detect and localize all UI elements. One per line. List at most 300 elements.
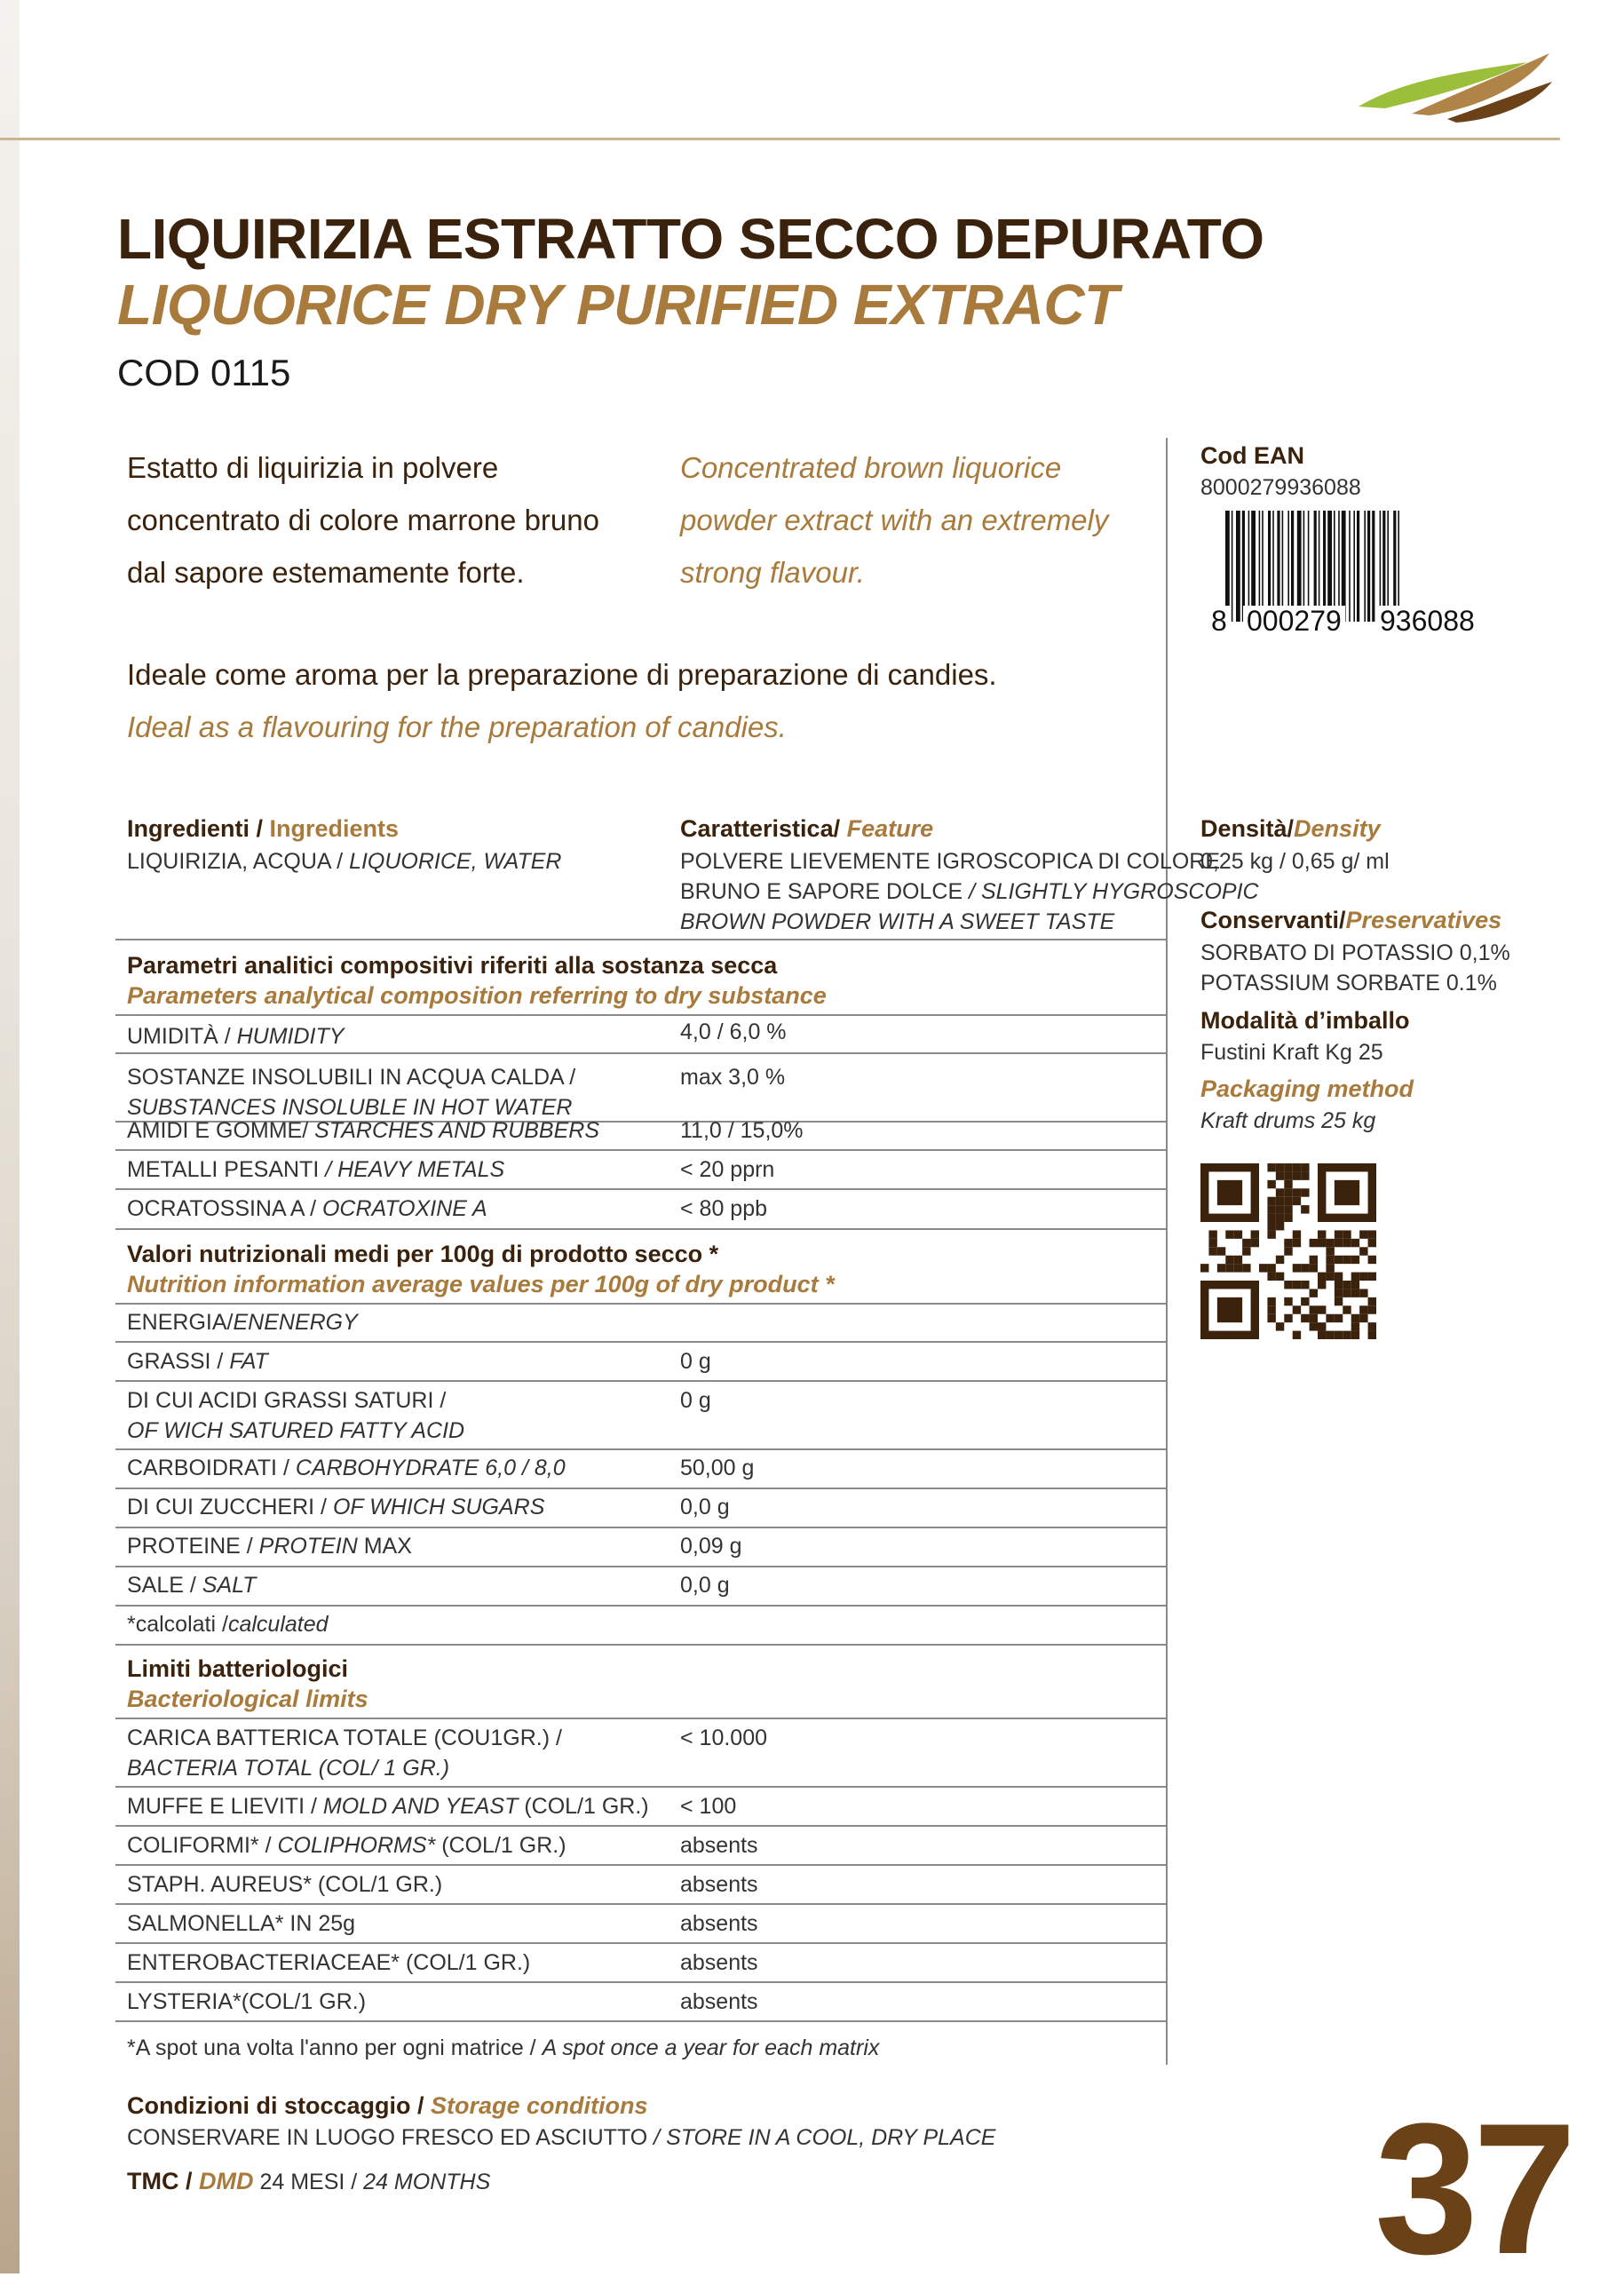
qr-module — [1208, 1239, 1216, 1247]
storage-label-en: Storage conditions — [431, 2092, 648, 2119]
qr-module — [1310, 1264, 1318, 1272]
qr-module — [1326, 1247, 1334, 1255]
bacteria-footnote — [127, 2033, 879, 2063]
description-it-line: concentrato di colore marrone bruno — [127, 504, 599, 536]
row-label-en: ENENERGY — [233, 1310, 358, 1335]
table-row-value: < 10.000 — [680, 1726, 768, 1750]
qr-module — [1284, 1205, 1292, 1213]
qr-module — [1359, 1247, 1367, 1255]
qr-module — [1301, 1163, 1309, 1171]
preservatives-label-it: Conservanti/ — [1200, 907, 1346, 933]
qr-module — [1276, 1171, 1284, 1179]
analytical-heading-it: Parametri analitici compositivi riferiti alla sostanza secca — [127, 952, 778, 979]
table-row-label — [127, 1154, 504, 1185]
qr-module — [1234, 1264, 1242, 1272]
qr-module — [1267, 1205, 1275, 1213]
table-row-value: 50,00 g — [680, 1456, 755, 1480]
table-row-value: 0 g — [680, 1349, 711, 1374]
qr-module — [1276, 1163, 1284, 1171]
usage-it: Ideale come aroma per la preparazione di preparazione di candies. — [127, 658, 997, 691]
ean-label: Cod EAN — [1200, 442, 1304, 469]
row-label-it: SOSTANZE INSOLUBILI IN ACQUA CALDA / — [127, 1065, 576, 1090]
qr-module — [1293, 1188, 1301, 1196]
row-label-en: / HEAVY METALS — [325, 1157, 505, 1182]
table-row-value: max 3,0 % — [680, 1065, 786, 1090]
qr-module — [1293, 1281, 1301, 1289]
table-row-value: absents — [680, 1833, 758, 1858]
table-row-value: < 100 — [680, 1794, 737, 1819]
row-label-suffix: (COL/1 GR.) — [518, 1794, 649, 1819]
qr-module — [1242, 1239, 1250, 1247]
qr-finder — [1200, 1163, 1259, 1171]
qr-finder — [1217, 1180, 1242, 1205]
qr-module — [1359, 1289, 1367, 1297]
qr-module — [1335, 1239, 1343, 1247]
qr-module — [1301, 1188, 1309, 1196]
qr-module — [1326, 1264, 1334, 1272]
qr-module — [1234, 1256, 1242, 1264]
table-row-rule — [115, 1052, 1166, 1054]
table-row-value: absents — [680, 1872, 758, 1897]
qr-module — [1368, 1297, 1376, 1305]
density-label-en: Density — [1294, 815, 1381, 842]
table-row-rule — [115, 1149, 1166, 1151]
feature-line: BROWN POWDER WITH A SWEET TASTE — [680, 909, 1115, 934]
column-divider — [1166, 438, 1168, 2065]
qr-module — [1284, 1197, 1292, 1205]
row-label-it: AMIDI E GOMME/ — [127, 1118, 315, 1143]
preservatives-value-it — [1200, 918, 1510, 998]
row-label-en: SUBSTANCES INSOLUBLE IN HOT WATER — [127, 1095, 573, 1120]
table-row-label — [127, 1021, 344, 1051]
qr-module — [1267, 1163, 1275, 1171]
ingredients-value-en: LIQUORICE, WATER — [349, 849, 562, 874]
qr-finder — [1217, 1297, 1242, 1322]
qr-finder — [1335, 1180, 1359, 1205]
qr-module — [1335, 1297, 1343, 1305]
qr-finder — [1200, 1163, 1208, 1222]
table-row-label — [127, 1062, 575, 1123]
packaging-heading-en: Packaging method — [1200, 1075, 1414, 1102]
qr-module — [1368, 1239, 1376, 1247]
description-it-line: dal sapore estemamente forte. — [127, 556, 525, 589]
table-row-rule — [115, 1605, 1166, 1607]
density-value: 0,25 kg / 0,65 g/ ml — [1200, 849, 1390, 874]
qr-module — [1242, 1264, 1250, 1272]
row-label-it: ENERGIA/ — [127, 1310, 234, 1335]
qr-module — [1368, 1322, 1376, 1330]
qr-module — [1351, 1289, 1359, 1297]
table-row-label: LYSTERIA*(COL/1 GR.) — [127, 1989, 367, 2014]
qr-module — [1284, 1214, 1292, 1222]
product-code: COD 0115 — [117, 352, 291, 393]
row-label-en: COLIPHORMS* — [277, 1833, 436, 1858]
qr-module — [1284, 1297, 1292, 1305]
qr-module — [1284, 1188, 1292, 1196]
feature-line-en: / SLIGHTLY HYGROSCOPIC — [969, 879, 1259, 904]
qr-module — [1368, 1331, 1376, 1339]
qr-module — [1335, 1281, 1343, 1289]
row-label-en: FAT — [229, 1349, 268, 1374]
qr-module — [1267, 1230, 1275, 1238]
tmc-label: TMC / — [127, 2168, 199, 2194]
ingredients-label-it: Ingredienti / — [127, 815, 270, 842]
qr-module — [1310, 1314, 1318, 1322]
ingredients-value-it: LIQUIRIZIA, ACQUA / — [127, 849, 350, 874]
description-it — [127, 441, 599, 599]
qr-module — [1276, 1197, 1284, 1205]
qr-module — [1335, 1289, 1343, 1297]
table-row-rule — [115, 1341, 1166, 1343]
qr-finder — [1200, 1331, 1259, 1339]
qr-module — [1225, 1264, 1233, 1272]
row-label-en: OF WICH SATURED FATTY ACID — [127, 1418, 465, 1443]
shelf-life-en: 24 MONTHS — [363, 2170, 491, 2194]
qr-module — [1351, 1256, 1359, 1264]
qr-module — [1335, 1331, 1343, 1339]
row-label-it: MUFFE E LIEVITI / — [127, 1794, 323, 1819]
qr-module — [1351, 1322, 1359, 1330]
usage-en: Ideal as a flavouring for the preparation of candies. — [127, 710, 787, 743]
qr-module — [1318, 1331, 1326, 1339]
ingredients-value — [127, 846, 561, 877]
table-row-label — [127, 1830, 566, 1861]
qr-module — [1326, 1314, 1334, 1322]
table-rule — [115, 1014, 1166, 1016]
qr-module — [1267, 1273, 1275, 1281]
qr-module — [1343, 1281, 1351, 1289]
table-row-label: ENTEROBACTERIACEAE* (COL/1 GR.) — [127, 1950, 531, 1975]
table-row-rule — [115, 1864, 1166, 1866]
row-label-it: METALLI PESANTI — [127, 1157, 326, 1182]
row-label-it: DI CUI ZUCCHERI / — [127, 1495, 333, 1519]
product-title-it: LIQUIRIZIA ESTRATTO SECCO DEPURATO — [117, 207, 1264, 271]
qr-module — [1359, 1273, 1367, 1281]
qr-module — [1343, 1305, 1351, 1313]
qr-module — [1267, 1297, 1275, 1305]
table-row-value: 11,0 / 15,0% — [680, 1118, 804, 1143]
feature-line-it: BRUNO E SAPORE DOLCE — [680, 879, 970, 904]
qr-module — [1284, 1171, 1292, 1179]
qr-module — [1318, 1322, 1326, 1330]
qr-module — [1301, 1171, 1309, 1179]
storage-heading — [127, 2092, 648, 2120]
qr-module — [1276, 1188, 1284, 1196]
qr-finder — [1318, 1163, 1326, 1222]
qr-module — [1276, 1205, 1284, 1213]
qr-module — [1276, 1214, 1284, 1222]
qr-module — [1310, 1239, 1318, 1247]
qr-module — [1208, 1247, 1216, 1255]
qr-module — [1293, 1171, 1301, 1179]
row-label-it: OCRATOSSINA A / — [127, 1196, 322, 1221]
storage-value — [127, 2122, 995, 2153]
qr-module — [1318, 1239, 1326, 1247]
qr-module — [1267, 1197, 1275, 1205]
qr-module — [1351, 1239, 1359, 1247]
qr-module — [1343, 1256, 1351, 1264]
barcode-bar — [1232, 511, 1233, 622]
qr-finder — [1318, 1163, 1376, 1171]
table-row-value: 4,0 / 6,0 % — [680, 1020, 787, 1044]
qr-module — [1267, 1264, 1275, 1272]
qr-module — [1293, 1264, 1301, 1272]
row-label-en: calculated — [227, 1612, 329, 1637]
feature-value — [680, 846, 1259, 937]
qr-module — [1359, 1314, 1367, 1322]
barcode-bar — [1349, 511, 1351, 622]
qr-module — [1326, 1331, 1334, 1339]
qr-code — [1200, 1163, 1376, 1339]
nutrition-heading-it: Valori nutrizionali medi per 100g di prodotto secco * — [127, 1241, 719, 1267]
row-label-it: UMIDITÀ / — [127, 1024, 237, 1049]
qr-module — [1368, 1273, 1376, 1281]
feature-heading — [680, 815, 933, 843]
barcode-bar — [1367, 511, 1370, 622]
bacteria-heading-en: Bacteriological limits — [127, 1686, 368, 1712]
qr-module — [1351, 1273, 1359, 1281]
barcode-digit-group: 000279 — [1243, 606, 1345, 636]
row-label-en: CARBOHYDRATE 6,0 / 8,0 — [295, 1456, 566, 1480]
row-label-en: MOLD AND YEAST — [322, 1794, 519, 1819]
qr-module — [1284, 1314, 1292, 1322]
storage-value-en: / STORE IN A COOL, DRY PLACE — [654, 2125, 996, 2150]
table-row-label — [127, 1194, 487, 1224]
packaging-value-it: Fustini Kraft Kg 25 — [1200, 1040, 1383, 1065]
row-label-it: CARICA BATTERICA TOTALE (COU1GR.) / — [127, 1726, 562, 1750]
table-row-rule — [115, 1981, 1166, 1983]
row-label-it: DI CUI ACIDI GRASSI SATURI / — [127, 1388, 447, 1413]
table-rule — [115, 1303, 1166, 1305]
table-row-rule — [115, 1786, 1166, 1788]
qr-module — [1293, 1230, 1301, 1238]
qr-module — [1351, 1281, 1359, 1289]
qr-module — [1217, 1264, 1225, 1272]
qr-module — [1301, 1297, 1309, 1305]
header-rule — [0, 138, 1560, 140]
qr-module — [1276, 1322, 1284, 1330]
qr-module — [1359, 1305, 1367, 1313]
table-row-rule — [115, 1527, 1166, 1528]
qr-module — [1343, 1289, 1351, 1297]
footnote-it: *A spot una volta l'anno per ogni matrice / — [127, 2035, 543, 2060]
row-label-it: PROTEINE / — [127, 1534, 259, 1559]
row-label-en: STARCHES AND RUBBERS — [314, 1118, 600, 1143]
qr-module — [1335, 1273, 1343, 1281]
qr-module — [1326, 1239, 1334, 1247]
qr-finder — [1318, 1214, 1376, 1222]
table-row-value: absents — [680, 1989, 758, 2014]
qr-module — [1293, 1197, 1301, 1205]
table-row-value: 0,0 g — [680, 1495, 730, 1519]
qr-module — [1276, 1256, 1284, 1264]
barcode-bar — [1236, 511, 1240, 622]
qr-module — [1351, 1314, 1359, 1322]
storage-label-it: Condizioni di stoccaggio / — [127, 2092, 431, 2119]
table-row-value: absents — [680, 1911, 758, 1936]
qr-module — [1318, 1305, 1326, 1313]
qr-module — [1267, 1214, 1275, 1222]
qr-module — [1276, 1273, 1284, 1281]
table-row-label: STAPH. AUREUS* (COL/1 GR.) — [127, 1872, 443, 1897]
row-label-it: SALE / — [127, 1573, 202, 1598]
shelf-life-it: 24 MESI / — [253, 2170, 364, 2194]
qr-module — [1284, 1163, 1292, 1171]
qr-module — [1335, 1314, 1343, 1322]
qr-module — [1343, 1230, 1351, 1238]
feature-line — [680, 877, 1259, 907]
page-edge-decoration — [0, 0, 20, 2273]
preservatives-label-en: Preservatives — [1345, 907, 1502, 933]
qr-module — [1368, 1230, 1376, 1238]
qr-module — [1301, 1281, 1309, 1289]
barcode-bar — [1364, 511, 1366, 622]
table-rule — [115, 1644, 1166, 1646]
qr-module — [1368, 1305, 1376, 1313]
row-label-suffix: MAX — [357, 1534, 412, 1559]
qr-module — [1310, 1305, 1318, 1313]
table-row-value: 0,09 g — [680, 1534, 742, 1559]
calculated-note — [127, 1609, 329, 1639]
ingredients-heading — [127, 815, 399, 843]
barcode-bar — [1372, 511, 1374, 622]
qr-module — [1259, 1264, 1267, 1272]
qr-module — [1335, 1230, 1343, 1238]
qr-finder — [1368, 1163, 1376, 1222]
qr-module — [1267, 1305, 1275, 1313]
row-label-suffix: (COL/1 GR.) — [435, 1833, 566, 1858]
packaging-heading-it: Modalità d’imballo — [1200, 1007, 1410, 1034]
table-row-value: < 80 ppb — [680, 1196, 768, 1221]
barcode-bar — [1357, 511, 1359, 622]
preservatives-line: POTASSIUM SORBATE 0.1% — [1200, 971, 1497, 996]
qr-module — [1318, 1230, 1326, 1238]
qr-module — [1293, 1305, 1301, 1313]
table-row-rule — [115, 1448, 1166, 1450]
packaging-value-en: Kraft drums 25 kg — [1200, 1108, 1376, 1133]
ingredients-label-en: Ingredients — [269, 815, 400, 842]
table-row-label — [127, 1791, 649, 1821]
description-en-line: Concentrated brown liquorice — [680, 451, 1062, 484]
table-row-rule — [115, 1903, 1166, 1905]
storage-value-it: CONSERVARE IN LUOGO FRESCO ED ASCIUTTO — [127, 2125, 654, 2150]
table-row-rule — [115, 1825, 1166, 1827]
qr-finder — [1251, 1163, 1259, 1222]
table-row-value: 0,0 g — [680, 1573, 730, 1598]
qr-finder — [1200, 1281, 1259, 1289]
qr-module — [1242, 1247, 1250, 1255]
row-label-it: *calcolati / — [127, 1612, 228, 1637]
row-label-en: PROTEIN — [258, 1534, 358, 1559]
table-rule — [115, 1718, 1166, 1719]
qr-module — [1310, 1322, 1318, 1330]
qr-finder — [1251, 1281, 1259, 1339]
qr-finder — [1200, 1281, 1208, 1339]
table-row-rule — [115, 1566, 1166, 1567]
qr-module — [1301, 1314, 1309, 1322]
qr-module — [1284, 1239, 1292, 1247]
qr-module — [1276, 1222, 1284, 1230]
analytical-heading-en: Parameters analytical composition referring to dry substance — [127, 982, 827, 1009]
description-en-line: powder extract with an extremely — [680, 504, 1109, 536]
feature-line: POLVERE LIEVEMENTE IGROSCOPICA DI COLORE — [680, 849, 1221, 874]
bacteria-heading-it: Limiti batteriologici — [127, 1655, 349, 1682]
qr-module — [1293, 1163, 1301, 1171]
qr-module — [1225, 1256, 1233, 1264]
brand-logo — [1350, 44, 1554, 124]
table-row-label — [127, 1385, 464, 1446]
description-en-line: strong flavour. — [680, 556, 865, 589]
qr-module — [1310, 1256, 1318, 1264]
qr-module — [1217, 1247, 1225, 1255]
barcode-digit-group: 8 — [1208, 606, 1231, 636]
row-label-it: COLIFORMI* / — [127, 1833, 278, 1858]
nutrition-heading-en: Nutrition information average values per 100g of dry product * — [127, 1271, 835, 1297]
page-number: 37 — [1374, 2084, 1572, 2293]
qr-module — [1225, 1230, 1233, 1238]
product-title-en: LIQUORICE DRY PURIFIED EXTRACT — [117, 273, 1119, 337]
qr-module — [1318, 1281, 1326, 1289]
qr-module — [1284, 1281, 1292, 1289]
table-row-label — [127, 1453, 566, 1483]
qr-module — [1301, 1205, 1309, 1213]
table-row-label — [127, 1115, 599, 1146]
qr-module — [1200, 1264, 1208, 1272]
row-label-it: GRASSI / — [127, 1349, 230, 1374]
table-row-rule — [115, 1188, 1166, 1190]
qr-module — [1251, 1230, 1259, 1238]
table-row-rule — [115, 1380, 1166, 1382]
table-row-label — [127, 1531, 412, 1561]
qr-module — [1293, 1331, 1301, 1339]
qr-finder — [1200, 1214, 1259, 1222]
row-label-en: HUMIDITY — [236, 1024, 345, 1049]
row-label-en: OF WHICH SUGARS — [332, 1495, 545, 1519]
qr-module — [1293, 1239, 1301, 1247]
qr-module — [1368, 1256, 1376, 1264]
table-row-value: 0 g — [680, 1388, 711, 1413]
qr-module — [1351, 1331, 1359, 1339]
barcode-bar — [1353, 511, 1355, 622]
qr-module — [1343, 1331, 1351, 1339]
qr-module — [1251, 1239, 1259, 1247]
qr-module — [1208, 1230, 1216, 1238]
table-row-label: SALMONELLA* IN 25g — [127, 1911, 356, 1936]
table-row-rule — [115, 1942, 1166, 1944]
qr-module — [1318, 1273, 1326, 1281]
table-rule — [115, 1228, 1166, 1230]
qr-module — [1326, 1256, 1334, 1264]
description-it-line: Estatto di liquirizia in polvere — [127, 451, 499, 484]
qr-module — [1359, 1230, 1367, 1238]
qr-module — [1284, 1180, 1292, 1188]
qr-module — [1267, 1180, 1275, 1188]
qr-module — [1234, 1230, 1242, 1238]
qr-module — [1335, 1256, 1343, 1264]
barcode-digit-group: 936088 — [1376, 606, 1478, 636]
table-row-value: absents — [680, 1950, 758, 1975]
feature-label-it: Caratteristica/ — [680, 815, 847, 842]
table-rule — [115, 2020, 1166, 2022]
row-label-it: CARBOIDRATI / — [127, 1456, 296, 1480]
table-rule — [115, 939, 1166, 940]
row-label-en: OCRATOXINE A — [321, 1196, 487, 1221]
qr-module — [1267, 1314, 1275, 1322]
ean-value: 8000279936088 — [1200, 475, 1361, 500]
table-row-label — [127, 1307, 358, 1337]
table-row-label — [127, 1570, 256, 1600]
feature-label-en: Feature — [846, 815, 934, 842]
